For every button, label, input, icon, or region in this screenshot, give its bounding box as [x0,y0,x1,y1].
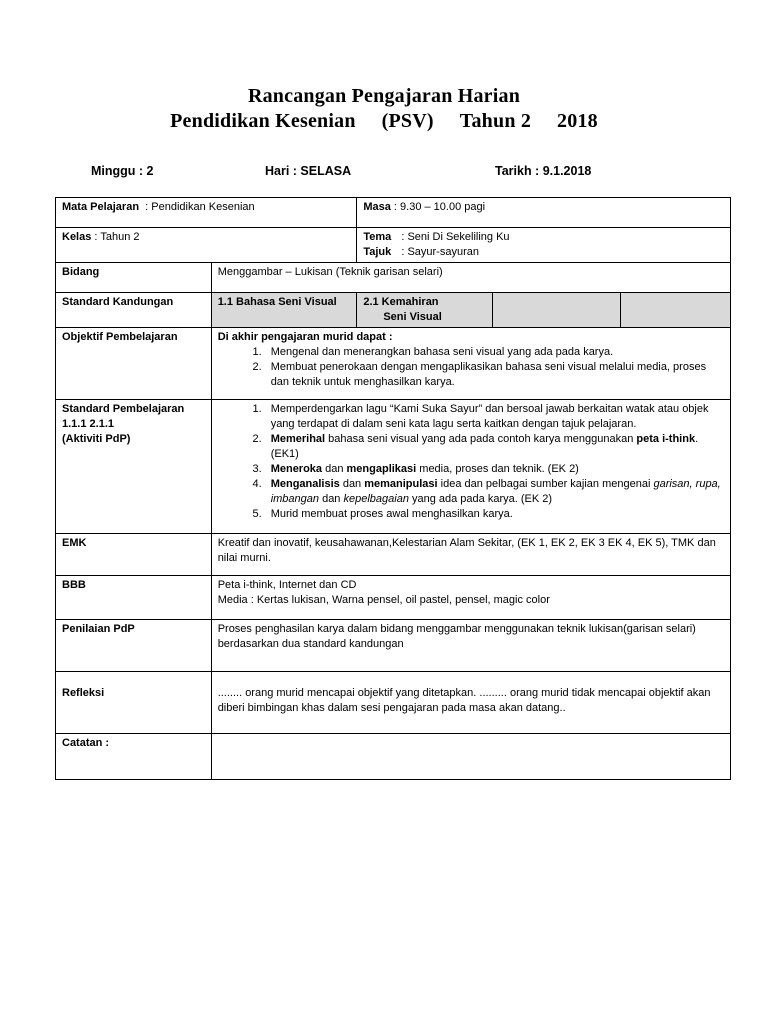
document-subtitle [0,110,768,133]
activity-keyword: peta i-think [636,433,696,445]
learning-standard-label-cell [56,400,212,534]
learning-standard-codes: 1.1.1 2.1.1 [62,418,114,430]
subject-name: Pendidikan Kesenian [170,110,356,132]
activity-item [265,432,724,462]
row-subject [56,198,731,228]
theme-cell [357,228,731,263]
subject-cell [56,198,357,228]
time-value: : 9.30 – 10.00 pagi [393,201,486,213]
activity-italic: kepelbagaian [343,493,409,505]
class-value: : Tahun 2 [94,231,140,243]
reflection-label: Refleksi [56,672,212,734]
row-objectives [56,328,731,400]
row-class [56,228,731,263]
row-notes [56,734,731,780]
row-assessment [56,620,731,672]
content-standard-2 [357,293,493,328]
field-value: Menggambar – Lukisan (Teknik garisan selari) [211,263,730,293]
content-standard-empty-2 [621,293,731,328]
activity-text: .(EK1) [270,433,699,460]
subject-label: Mata Pelajaran [62,201,140,213]
reflection-value: ........ orang murid mencapai objektif yang ditetapkan. ......... orang murid tidak mencapai objektif akan diberi bimbingan khas dalam sesi pengajaran pada masa akan datang.. [211,672,730,734]
row-field [56,263,731,293]
objectives-intro: Di akhir pengajaran murid dapat : [217,331,393,343]
bbb-cell [211,576,730,620]
class-cell [56,228,357,263]
topic-label: Tajuk [363,246,392,258]
bbb-label: BBB [56,576,212,620]
learning-standard-label: Standard Pembelajaran [62,403,185,415]
row-learning-standard [56,400,731,534]
content-standard-empty-1 [492,293,621,328]
document-title: Rancangan Pengajaran Harian [247,85,521,107]
date-label: Tarikh : 9.1.2018 [495,164,592,178]
theme-value: : Seni Di Sekeliling Ku [401,231,510,243]
activity-keyword: Memerihal [270,433,326,445]
content-standard-1: 1.1 Bahasa Seni Visual [211,293,357,328]
objective-item: 1. Mengenal dan menerangkan bahasa seni visual yang ada pada karya. [265,345,724,360]
objective-item: 2. Membuat penerokaan dengan mengaplikasikan bahasa seni visual melalui media, proses dan teknik untuk menghasilkan karya. [265,360,724,390]
assessment-value: Proses penghasilan karya dalam bidang menggambar menggunakan teknik lukisan(garisan selari) berdasarkan dua standard kandungan [211,620,730,672]
emk-label: EMK [56,534,212,576]
content-standard-2-line2: Seni Visual [383,311,442,323]
day-label: Hari : SELASA [265,164,352,178]
field-label: Bidang [56,263,212,293]
bbb-line: Peta i-think, Internet dan CD [217,579,357,591]
notes-label: Catatan : [56,734,212,780]
week-label: Minggu : 2 [91,164,154,178]
content-standard-label: Standard Kandungan [56,293,212,328]
time-cell [357,198,731,228]
activity-text: yang ada pada karya. (EK 2) [408,493,553,505]
activity-text: idea dan pelbagai sumber kajian mengenai [437,478,654,490]
row-content-standard [56,293,731,328]
emk-value: Kreatif dan inovatif, keusahawanan,Kelestarian Alam Sekitar, (EK 1, EK 2, EK 3 EK 4, EK 5), TMK dan nilai murni. [211,534,730,576]
objectives-list [218,345,724,390]
row-reflection [56,672,731,734]
learning-standard-activity: (Aktiviti PdP) [62,433,131,445]
activity-text: dan [322,463,347,475]
topic-value: : Sayur-sayuran [401,246,479,258]
bbb-line: Media : Kertas lukisan, Warna pensel, oil pastel, pensel, magic color [217,594,550,606]
activity-item [265,477,724,507]
session-year: 2018 [557,110,598,132]
class-label: Kelas [62,231,92,243]
assessment-label: Penilaian PdP [56,620,212,672]
row-bbb [56,576,731,620]
theme-label: Tema [363,231,392,243]
year-level: Tahun 2 [459,110,532,132]
objectives-cell [211,328,730,400]
activity-italic: garisan, rupa, imbangan [270,478,721,505]
activity-text: dan [339,478,365,490]
activity-keyword: memanipulasi [364,478,438,490]
activity-keyword: Menganalisis [270,478,340,490]
activity-list [218,402,724,522]
activity-item: 5. Murid membuat proses awal menghasilkan karya. [265,507,724,522]
activity-text: bahasa seni visual yang ada pada contoh karya menggunakan [325,433,637,445]
notes-value [211,734,730,780]
activity-item [265,462,724,477]
activity-text: dan [319,493,344,505]
row-emk [56,534,731,576]
activity-keyword: mengaplikasi [346,463,417,475]
content-standard-2-line1: 2.1 Kemahiran [363,296,439,308]
subject-value: : Pendidikan Kesenian [145,201,255,213]
lesson-plan-table [55,197,731,780]
time-label: Masa [363,201,391,213]
activity-item: 1. Memperdengarkan lagu “Kami Suka Sayur” dan bersoal jawab berkaitan watak atau objek yang terdapat di dalam seni kata lagu serta kaitkan dengan tajuk pelajaran. [265,402,724,432]
activity-keyword: Meneroka [270,463,323,475]
learning-standard-cell [211,400,730,534]
activity-text: media, proses dan teknik. (EK 2) [416,463,579,475]
objectives-label: Objektif Pembelajaran [56,328,212,400]
subject-code: (PSV) [381,110,434,132]
